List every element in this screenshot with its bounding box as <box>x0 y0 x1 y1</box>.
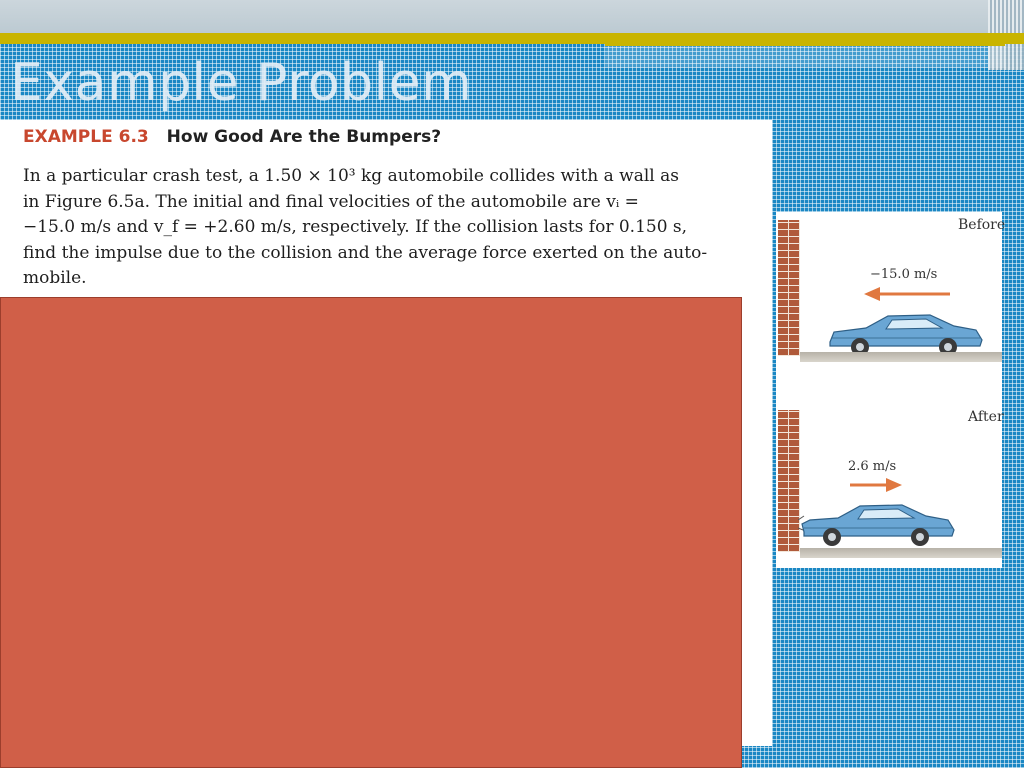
example-heading <box>23 126 441 148</box>
problem-line: mobile. <box>23 268 87 288</box>
problem-line: in Figure 6.5a. The initial and final velocities of the automobile are vᵢ = <box>23 191 639 212</box>
right-arrow-icon <box>850 477 902 493</box>
example-title: How Good Are the Bumpers? <box>166 127 442 147</box>
problem-line: −15.0 m/s and v_f = +2.60 m/s, respectively. If the collision lasts for 0.150 s, <box>23 217 688 237</box>
before-velocity-label: −15.0 m/s <box>870 267 938 282</box>
slide-title: Example Problem <box>10 53 473 113</box>
ground-before <box>800 352 1002 362</box>
example-number: EXAMPLE 6.3 <box>23 127 149 147</box>
covering-box <box>0 297 742 768</box>
crash-figure <box>776 212 1006 568</box>
after-velocity-label: 2.6 m/s <box>848 459 897 474</box>
left-arrow-icon <box>864 286 950 302</box>
brick-wall-after <box>778 410 800 552</box>
problem-line: In a particular crash test, a 1.50 × 10³ kg automobile collides with a wall as <box>23 166 679 186</box>
problem-line: find the impulse due to the collision and the average force exerted on the auto- <box>23 242 708 263</box>
problem-statement <box>23 164 765 292</box>
top-band <box>0 0 1024 33</box>
crashed-car-icon <box>798 502 956 548</box>
brick-wall-before <box>778 220 800 356</box>
ground-after <box>800 548 1002 558</box>
gold-divider-thin <box>605 44 1005 68</box>
before-label: Before <box>958 217 1006 233</box>
gold-divider <box>0 33 1024 44</box>
after-label: After <box>968 409 1004 425</box>
